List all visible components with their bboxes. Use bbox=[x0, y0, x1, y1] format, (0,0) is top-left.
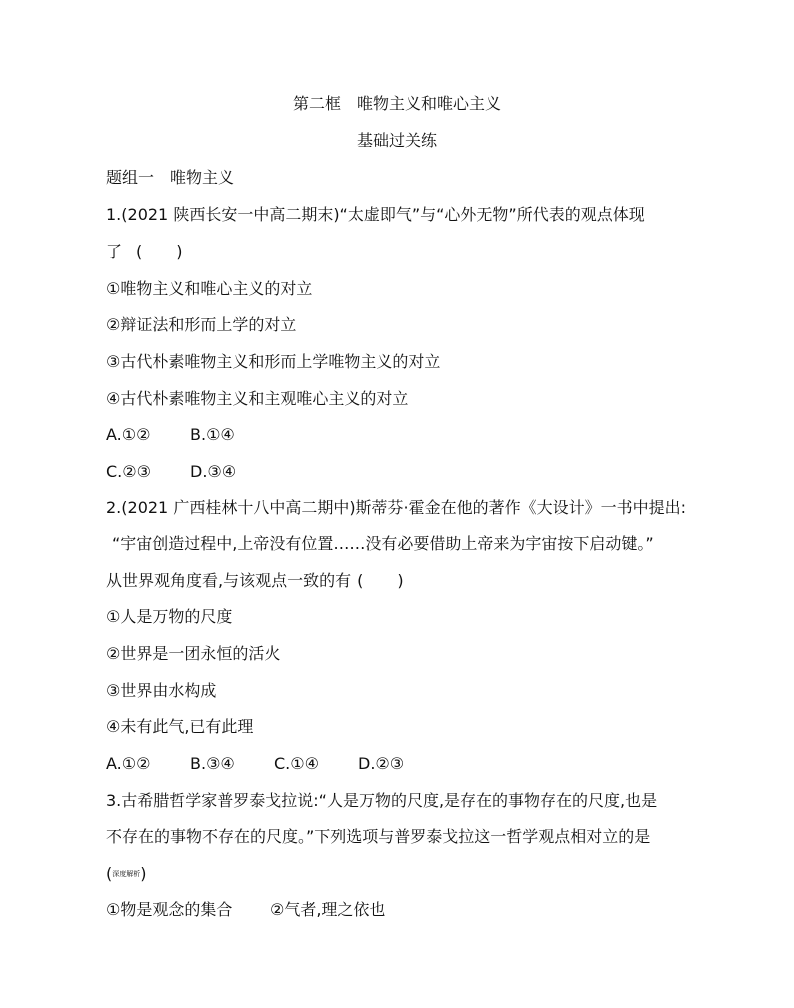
question-2-item: ②世界是一团永恒的活火 bbox=[106, 644, 281, 663]
question-1-answer-paren-open: ( bbox=[136, 242, 143, 261]
question-3-stem-line-3 bbox=[106, 864, 147, 885]
question-1-choice-c[interactable]: C.②③ bbox=[106, 462, 151, 481]
question-1-answer-paren-close: ) bbox=[176, 242, 183, 261]
question-2-stem-line-2: “宇宙创造过程中,上帝没有位置……没有必要借助上帝来为宇宙按下启动键。” bbox=[112, 534, 654, 553]
question-3-answer-paren-open: ( bbox=[106, 864, 113, 883]
question-1-choice-row bbox=[106, 462, 236, 482]
question-3-item: ①物是观念的集合 bbox=[106, 900, 233, 919]
question-1-stem-prefix: 了 bbox=[106, 242, 123, 261]
deep-analysis-note: 深度解析 bbox=[112, 869, 141, 878]
question-2-item: ③世界由水构成 bbox=[106, 681, 217, 700]
question-group-label: 题组一 唯物主义 bbox=[106, 168, 235, 187]
question-3-item: ②气者,理之依也 bbox=[270, 900, 386, 919]
question-1-item: ④古代朴素唯物主义和主观唯心主义的对立 bbox=[106, 389, 409, 408]
question-2-stem-line-3 bbox=[106, 571, 404, 591]
page-title: 第二框 唯物主义和唯心主义 bbox=[292, 94, 501, 113]
question-3-items-row bbox=[106, 900, 385, 920]
question-1-choice-b[interactable]: B.①④ bbox=[190, 425, 235, 444]
question-2-item: ④未有此气,已有此理 bbox=[106, 717, 254, 736]
question-1-choice-a[interactable]: A.①② bbox=[106, 425, 151, 444]
question-1-stem-line-1: 1.(2021 陕西长安一中高二期末)“太虚即气”与“心外无物”所代表的观点体现 bbox=[106, 205, 645, 224]
question-2-choice-a[interactable]: A.①② bbox=[106, 754, 151, 773]
question-1-stem-line-2 bbox=[106, 242, 183, 262]
page-subtitle: 基础过关练 bbox=[356, 131, 437, 150]
question-1-item: ①唯物主义和唯心主义的对立 bbox=[106, 279, 313, 298]
question-2-choice-b[interactable]: B.③④ bbox=[190, 754, 235, 773]
question-2-stem-prefix: 从世界观角度看,与该观点一致的有 bbox=[106, 571, 352, 590]
question-2-item: ①人是万物的尺度 bbox=[106, 607, 233, 626]
question-1-choice-row bbox=[106, 425, 235, 445]
question-2-answer-paren-open: ( bbox=[357, 571, 364, 590]
question-2-stem-line-1: 2.(2021 广西桂林十八中高二期中)斯蒂芬·霍金在他的著作《大设计》一书中提出: bbox=[106, 498, 687, 517]
question-2-choice-c[interactable]: C.①④ bbox=[274, 754, 319, 773]
question-2-answer-paren-close: ) bbox=[397, 571, 404, 590]
question-1-item: ③古代朴素唯物主义和形而上学唯物主义的对立 bbox=[106, 352, 441, 371]
question-1-item: ②辩证法和形而上学的对立 bbox=[106, 315, 297, 334]
question-3-stem-line-2: 不存在的事物不存在的尺度。”下列选项与普罗泰戈拉这一哲学观点相对立的是 bbox=[106, 827, 651, 846]
question-2-choice-d[interactable]: D.②③ bbox=[358, 754, 405, 773]
question-2-choice-row bbox=[106, 754, 404, 774]
question-1-choice-d[interactable]: D.③④ bbox=[190, 462, 237, 481]
question-3-stem-line-1: 3.古希腊哲学家普罗泰戈拉说:“人是万物的尺度,是存在的事物存在的尺度,也是 bbox=[106, 791, 658, 810]
question-3-answer-paren-close: ) bbox=[140, 864, 147, 883]
